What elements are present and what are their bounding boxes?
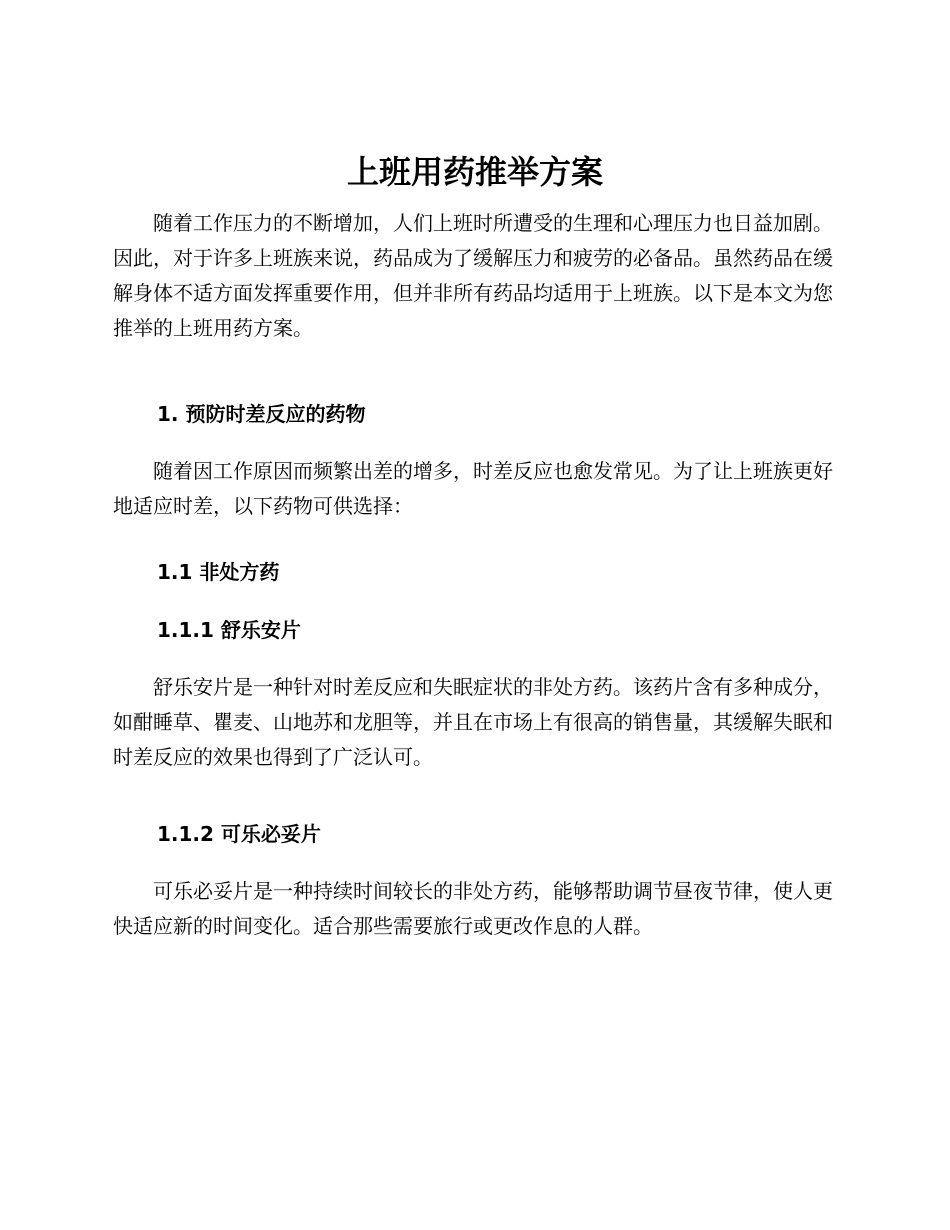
section-1-heading: 1. 预防时差反应的药物	[157, 402, 366, 426]
section-1-1-heading: 1.1 非处方药	[157, 560, 280, 584]
section-1-1-1-heading: 1.1.1 舒乐安片	[157, 618, 301, 642]
intro-paragraph: 随着工作压力的不断增加，人们上班时所遭受的生理和心理压力也日益加剧。因此，对于许多上班族来说，药品成为了缓解压力和疲劳的必备品。虽然药品在缓解身体不适方面发挥重要作用，但并非所有药品均适用于上班族。以下是本文为您推举的上班用药方案。	[113, 211, 833, 340]
section-1-1-2-heading: 1.1.2 可乐必妥片	[157, 822, 321, 846]
section-1-1-1-paragraph: 舒乐安片是一种针对时差反应和失眠症状的非处方药。该药片含有多种成分，如酣睡草、瞿麦、山地苏和龙胆等，并且在市场上有很高的销售量，其缓解失眠和时差反应的效果也得到了广泛认可。	[113, 675, 833, 769]
document-title: 上班用药推举方案	[346, 153, 603, 191]
section-1-paragraph: 随着因工作原因而频繁出差的增多，时差反应也愈发常见。为了让上班族更好地适应时差，以下药物可供选择：	[113, 459, 833, 518]
section-1-1-2-paragraph: 可乐必妥片是一种持续时间较长的非处方药，能够帮助调节昼夜节律，使人更快适应新的时间变化。适合那些需要旅行或更改作息的人群。	[113, 879, 833, 938]
